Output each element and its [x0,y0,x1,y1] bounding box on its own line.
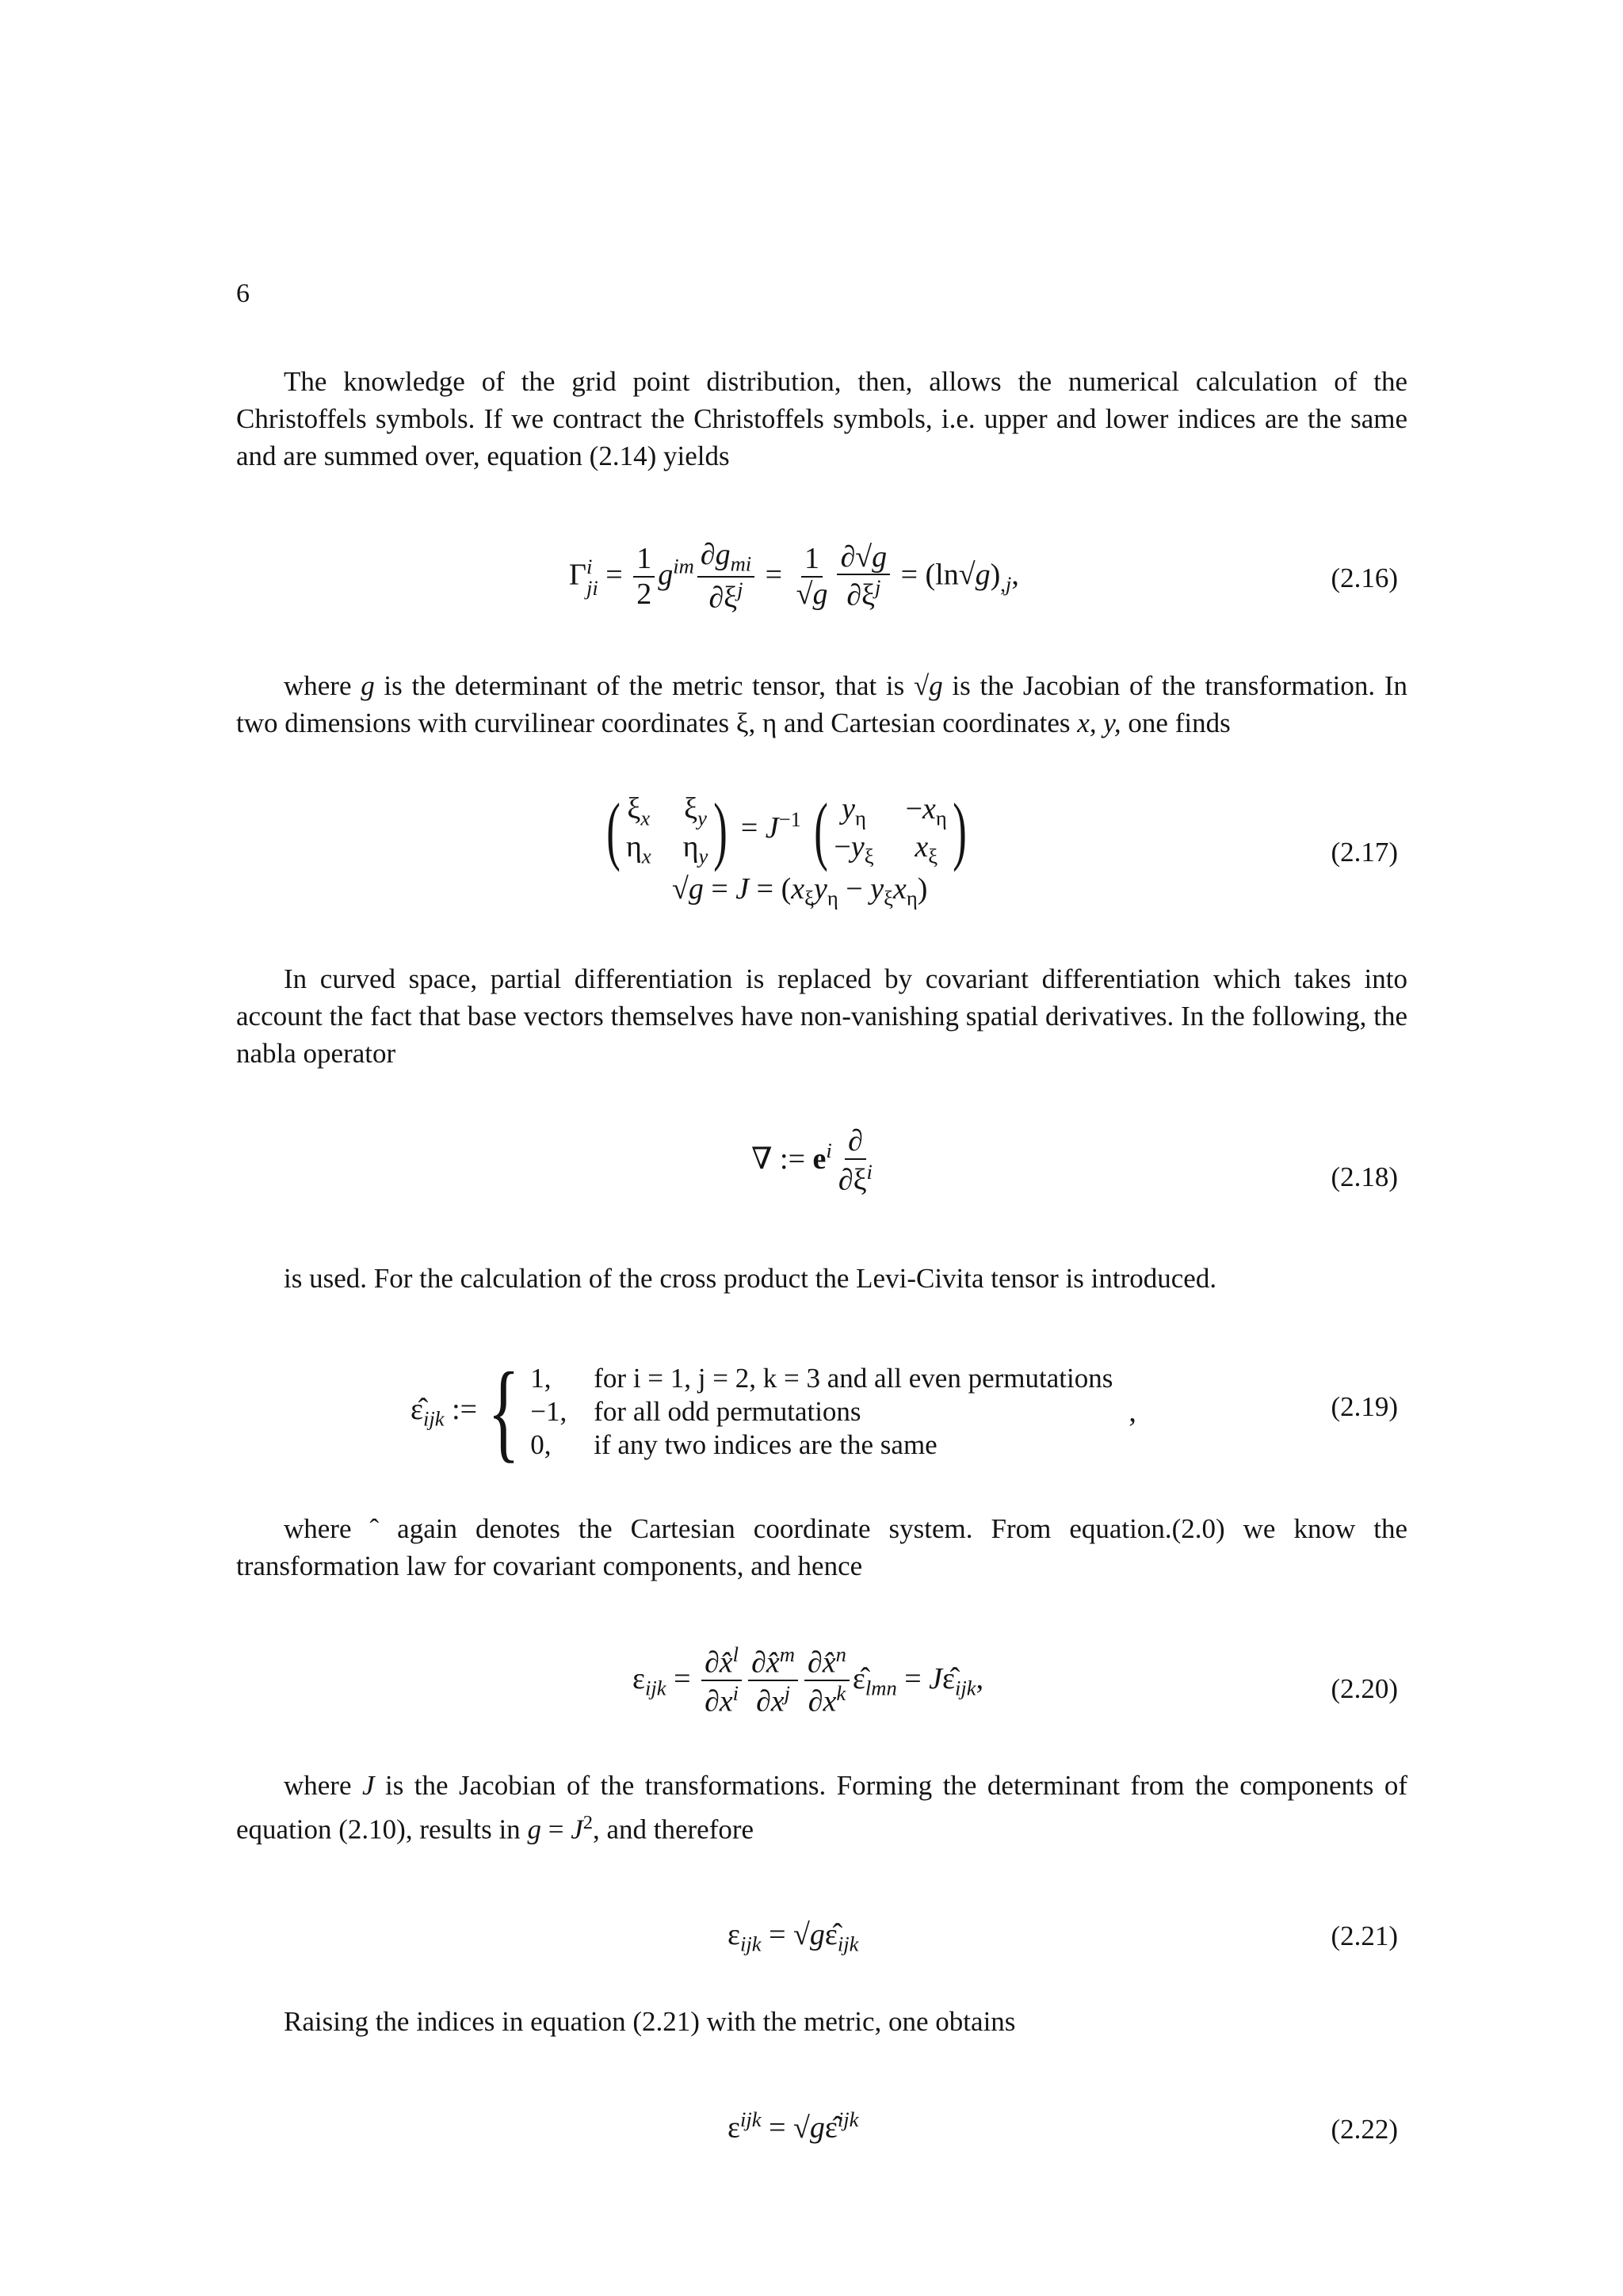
paragraph-6: where J is the Jacobian of the transformations. Forming the determinant from the components of equation (2.10), results in $g = J^2$, and therefore [236,1770,1408,1845]
paragraph-7: Raising the indices in equation (2.21) with the metric, one obtains [284,2006,1016,2037]
equation-body: $\varepsilon̂_{ijk}$ := { 1, for i = 1, j = 2, k = 3 and all even permutations −1, for all odd permutations 0, if any two indices are the same , [411,1350,1136,1473]
page-number: 6 [236,279,250,308]
equation-body: $\varepsilon_{ijk}$ = $\frac{\partial x̂^l}{\partial x^i}$ $\frac{\partial x̂^m}{\partial x^j}$ $\frac{\partial x̂^n}{\partial x^k}$ $\varepsilon̂_{lmn}$ = $J\varepsilon̂_{ijk}$, [632,1642,984,1719]
equation-body-jacobian: √ $g = J = (x_\xi y_\eta - y_\xi x_\eta)$ [672,871,927,911]
equation-body: $\varepsilon_{ijk}$ = √ $g\varepsilon̂_{ijk}$ [727,1917,858,1957]
equation-number: (2.17) [1331,837,1398,868]
equation-number: (2.16) [1331,563,1398,593]
equation-body: ( $\xi_x$ $\xi_y$ $\eta_x$ $\eta_y$ ) = $J^{-1}$ ( $y_\eta$ $-x_\eta$ $-y_\xi$ $x_\xi$ ) [606,788,967,873]
paragraph-2: where g is the determinant of the metric tensor, that is √ g is the Jacobian of the transformation. In two dimensions with curvilinear coordinates ξ, η and Cartesian coordinates x, y, one finds [236,667,1407,742]
equation-number: (2.21) [1331,1920,1398,1951]
paragraph-5: where ˆ again denotes the Cartesian coordinate system. From equation.(2.0) we know the transformation law for covariant components, and hence [236,1513,1407,1581]
cases-list: 1, for i = 1, j = 2, k = 3 and all even permutations −1, for all odd permutations 0, if any two indices are the same [530,1363,1113,1460]
equation-number: (2.22) [1331,2114,1398,2145]
equation-number: (2.19) [1331,1391,1398,1422]
equation-number: (2.20) [1331,1673,1398,1704]
equation-body: Γ i ji = $\frac{1}{2}$ $g^{im}$ $\frac{\partial g_{mi}}{\partial\xi^j}$ = 1 √ g $\frac{\partial√ g}{\partial\xi^j}$ = (ln√ $g)_{,j}$, [569,539,1019,616]
paragraph-1: The knowledge of the grid point distribution, then, allows the numerical calculation of the Christoffels symbols. If we contract the Christoffels symbols, i.e. upper and lower indices are the same and are summed over, equation (2.14) yields [236,366,1407,471]
equation-body: $\varepsilon^{ijk}$ = √ gε̂$^{ijk}$ [727,2107,858,2145]
equation-body: ∇ := $e^i$ $\frac{\partial}{\partial\xi^i}$ [751,1124,873,1197]
paragraph-3: In curved space, partial differentiation is replaced by covariant differentiation which takes into account the fact that base vectors themselves have non-vanishing spatial derivatives. In the following, the nabla operator [236,963,1407,1069]
equation-number: (2.18) [1331,1161,1398,1192]
paragraph-4: is used. For the calculation of the cross product the Levi-Civita tensor is introduced. [284,1263,1217,1294]
